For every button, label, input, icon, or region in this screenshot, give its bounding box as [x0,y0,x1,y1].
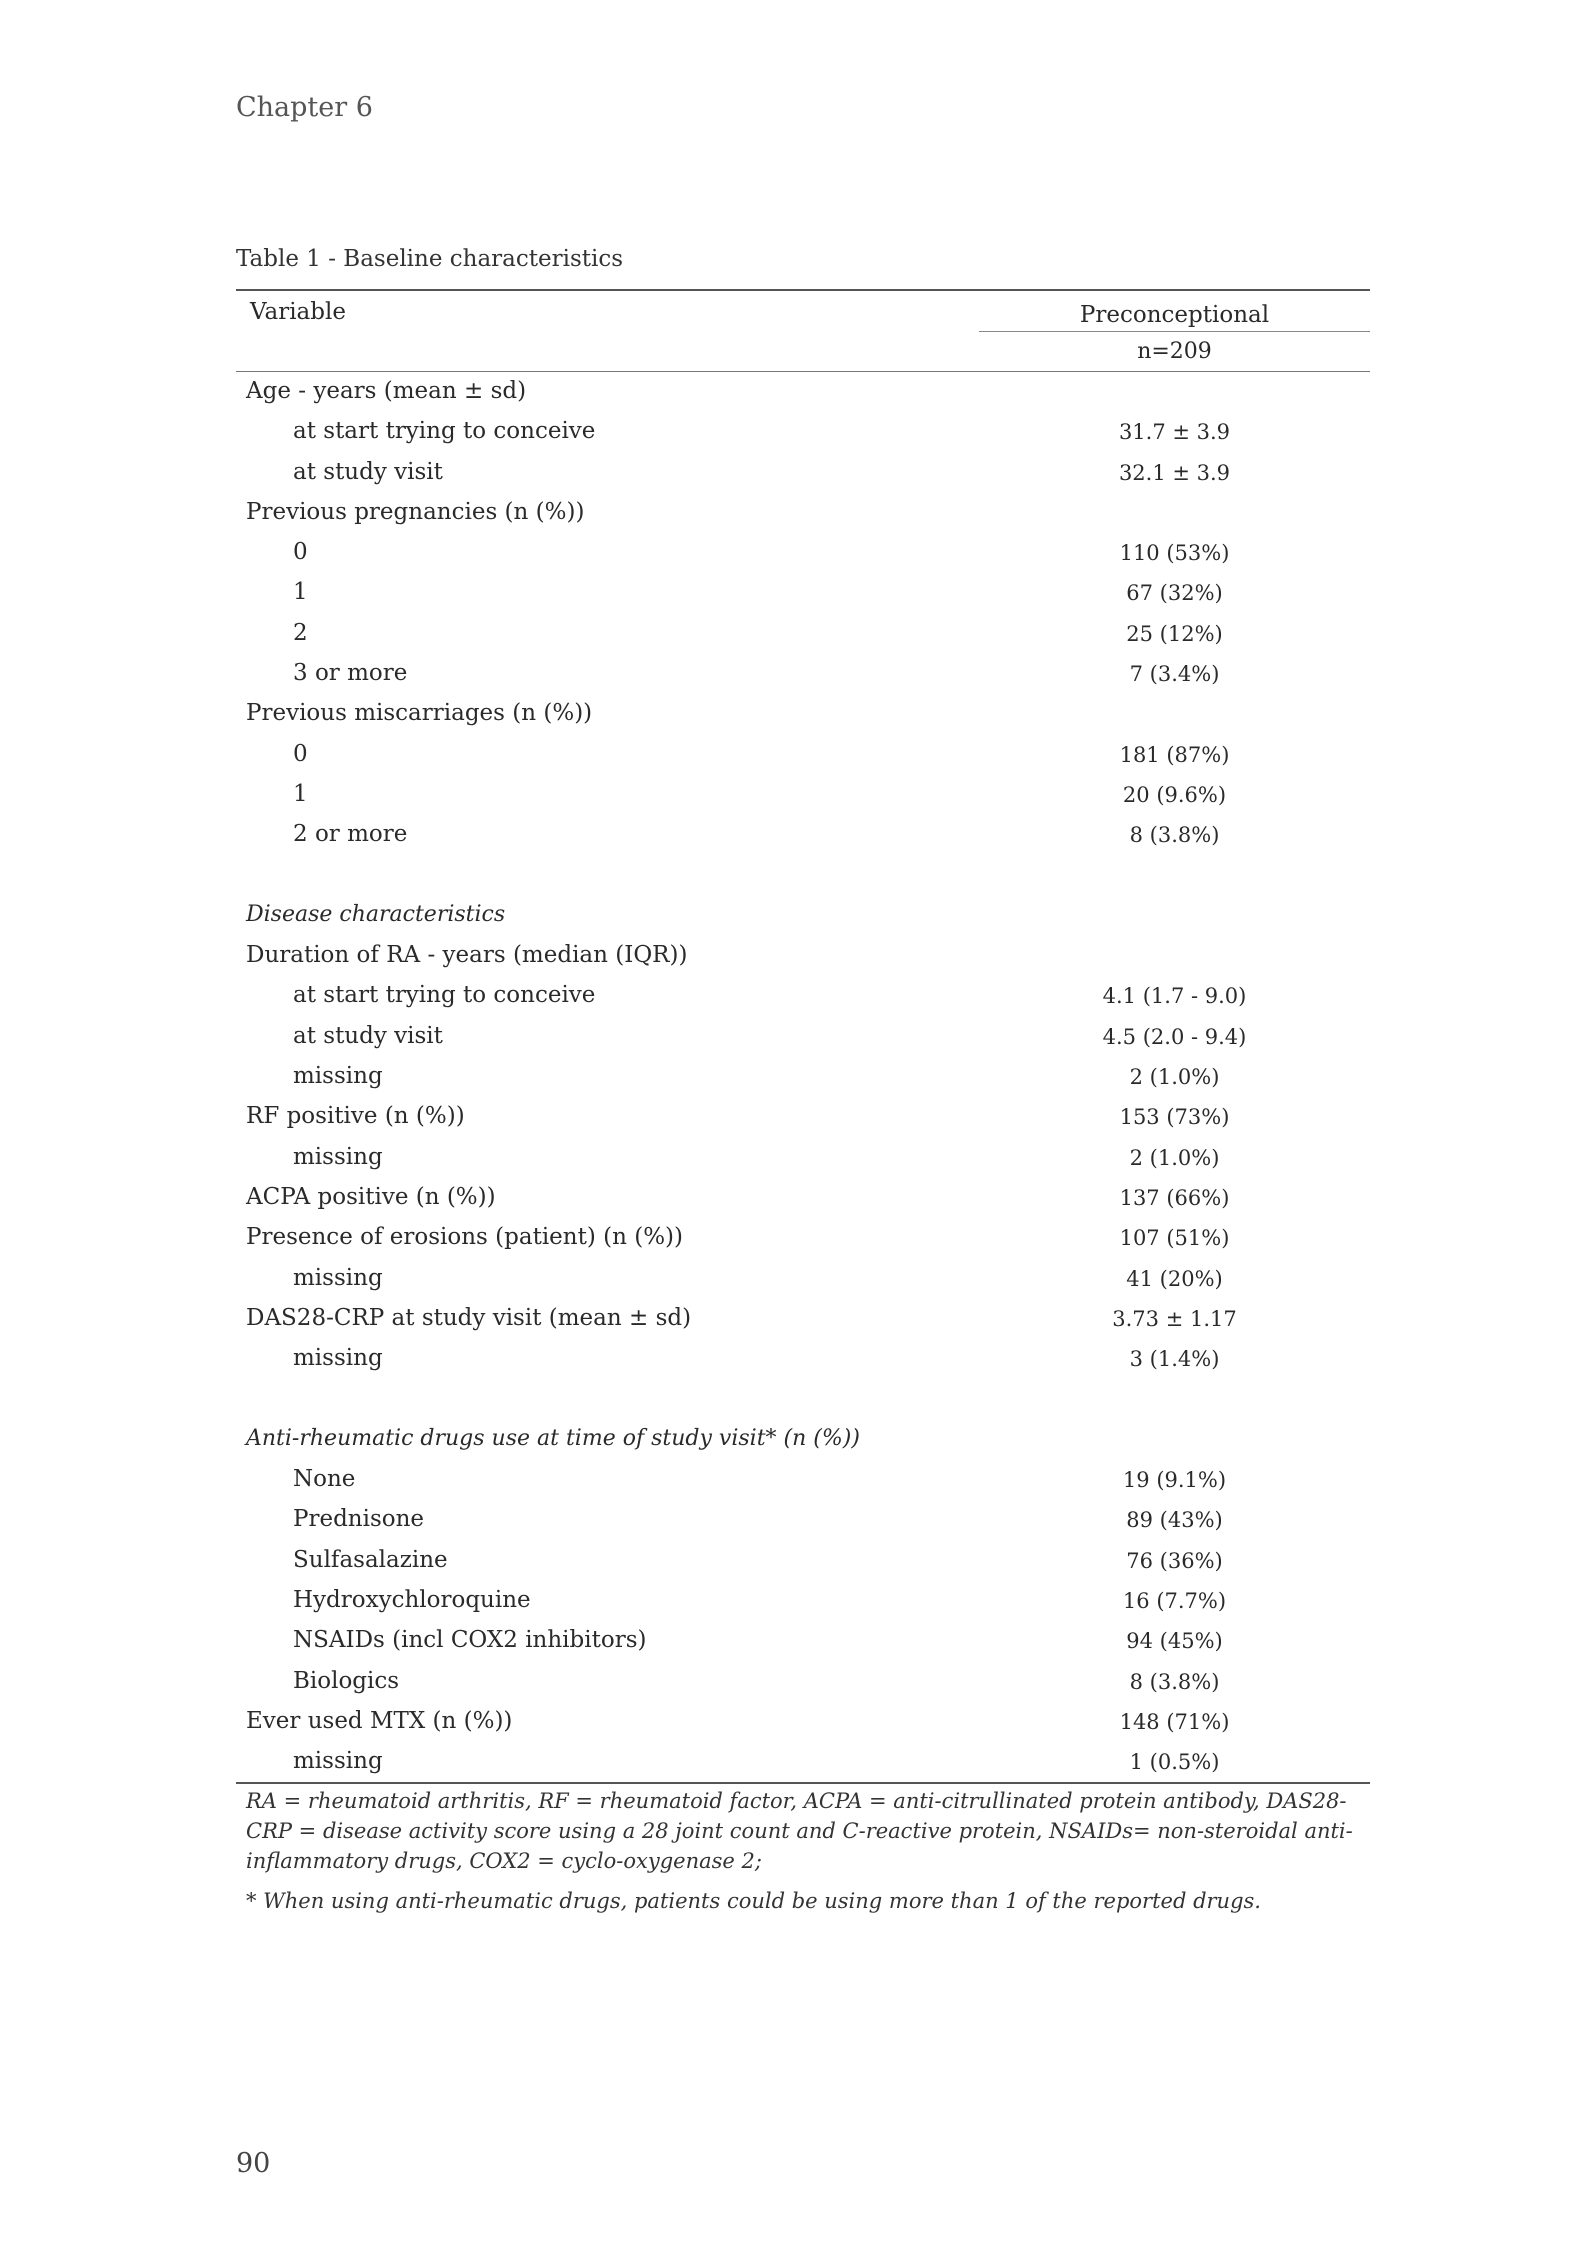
row-label: Biologics [293,1667,400,1694]
table-row [236,573,1370,613]
row-label: Prednisone [293,1506,425,1533]
table-row [236,694,1370,734]
table-row [236,1178,1370,1218]
row-label: RF positive (n (%)) [246,1103,465,1130]
row-value: 41 (20%) [1126,1266,1223,1291]
row-label: 3 or more [293,660,408,687]
table-row [236,1500,1370,1540]
row-label: 1 [293,780,308,807]
row-value: 3.73 ± 1.17 [1112,1306,1237,1331]
table-row [236,453,1370,493]
table-row [236,1097,1370,1137]
table-row [236,936,1370,976]
row-label: Sulfasalazine [293,1546,448,1573]
table-row [236,654,1370,694]
header-column [979,291,1370,372]
row-label: missing [293,1345,383,1372]
row-label: missing [293,1063,383,1090]
table-row [236,1420,1370,1460]
row-label: at study visit [293,458,443,485]
row-value: 3 (1.4%) [1129,1347,1220,1372]
row-label: at start trying to conceive [293,418,596,445]
table-row [236,533,1370,573]
row-label: 0 [293,740,308,767]
row-value: 25 (12%) [1126,621,1223,646]
row-label: None [293,1466,356,1493]
table-row [236,1057,1370,1097]
table-row [236,815,1370,855]
row-value: 67 (32%) [1126,581,1223,606]
table-header [236,291,1370,372]
table-row [236,775,1370,815]
table-row [236,735,1370,775]
row-value: 2 (1.0%) [1129,1145,1220,1170]
row-label: 2 or more [293,821,408,848]
table-bottom-rule [236,1782,1370,1784]
row-label: at start trying to conceive [293,982,596,1009]
row-value: 4.1 (1.7 - 9.0) [1102,984,1247,1009]
row-label: Duration of RA - years (median (IQR)) [246,942,688,969]
row-value: 31.7 ± 3.9 [1118,420,1231,445]
table-row [236,1259,1370,1299]
row-label: missing [293,1264,383,1291]
table-row [236,372,1370,412]
row-label: Age - years (mean ± sd) [246,378,527,404]
row-value: 7 (3.4%) [1129,662,1220,687]
row-label: Presence of erosions (patient) (n (%)) [246,1224,683,1251]
table-row [236,1379,1370,1419]
row-label: ACPA positive (n (%)) [246,1183,496,1210]
footnote-drugs: * When using anti-rheumatic drugs, patients could be using more than 1 of the reported drugs. [246,1889,1261,1913]
table-row [236,412,1370,452]
row-label: NSAIDs (incl COX2 inhibitors) [293,1627,647,1654]
row-value: 181 (87%) [1119,742,1230,767]
row-label: Previous pregnancies (n (%)) [246,498,585,525]
row-value: 2 (1.0%) [1129,1065,1220,1090]
row-value: 76 (36%) [1126,1548,1223,1573]
table-row [236,1621,1370,1661]
row-value: 8 (3.8%) [1129,823,1220,848]
row-value: 148 (71%) [1119,1709,1230,1734]
table-caption: Table 1 - Baseline characteristics [236,246,624,272]
row-value: 153 (73%) [1119,1105,1230,1130]
table-body [236,372,1370,1782]
row-value: 107 (51%) [1119,1226,1230,1251]
row-label: DAS28-CRP at study visit (mean ± sd) [246,1304,692,1331]
row-label: at study visit [293,1022,443,1049]
row-value: 20 (9.6%) [1122,782,1227,807]
table-row [236,856,1370,896]
footnote-abbreviations: RA = rheumatoid arthritis, RF = rheumatoid factor, ACPA = anti-citrullinated protein antibody, DAS28-CRP = disease activity score using a 28 joint count and C-reactive protein, NSAIDs= non-steroidal anti-inflammatory drugs, COX2 = cyclo-oxygenase 2; [246,1789,1353,1873]
table-row [236,1339,1370,1379]
header-column-label: Preconceptional [979,291,1370,332]
table-row [236,1581,1370,1621]
row-label: Hydroxychloroquine [293,1586,531,1613]
row-label: Previous miscarriages (n (%)) [246,700,593,727]
row-label: 1 [293,579,308,606]
table-row [236,896,1370,936]
row-value: 94 (45%) [1126,1629,1223,1654]
row-value: 32.1 ± 3.9 [1118,460,1231,485]
page-number: 90 [236,2148,271,2179]
row-value: 8 (3.8%) [1129,1669,1220,1694]
baseline-table [236,289,1370,1784]
table-row [236,1218,1370,1258]
table-footnotes [246,1786,1366,1926]
table-row [236,1662,1370,1702]
row-label: 0 [293,539,308,566]
row-value: 110 (53%) [1119,541,1230,566]
section-heading: Disease characteristics [246,901,506,927]
table-row [236,1742,1370,1782]
row-label: missing [293,1143,383,1170]
header-sample-size: n=209 [1137,339,1212,364]
row-label: 2 [293,619,308,646]
row-value: 89 (43%) [1126,1508,1223,1533]
row-value: 1 (0.5%) [1129,1750,1220,1775]
table-row [236,493,1370,533]
table-row [236,1017,1370,1057]
row-label: Ever used MTX (n (%)) [246,1707,513,1734]
table-row [236,1460,1370,1500]
row-value: 16 (7.7%) [1122,1588,1227,1613]
row-label: missing [293,1748,383,1775]
row-value: 19 (9.1%) [1122,1468,1227,1493]
header-variable: Variable [250,299,346,325]
row-value: 4.5 (2.0 - 9.4) [1102,1024,1247,1049]
table-row [236,1138,1370,1178]
table-row [236,1299,1370,1339]
section-heading: Anti-rheumatic drugs use at time of study visit* (n (%)) [246,1425,860,1451]
table-row [236,1541,1370,1581]
table-row [236,976,1370,1016]
table-row [236,614,1370,654]
table-row [236,1702,1370,1742]
running-head: Chapter 6 [236,92,373,123]
row-value: 137 (66%) [1119,1185,1230,1210]
